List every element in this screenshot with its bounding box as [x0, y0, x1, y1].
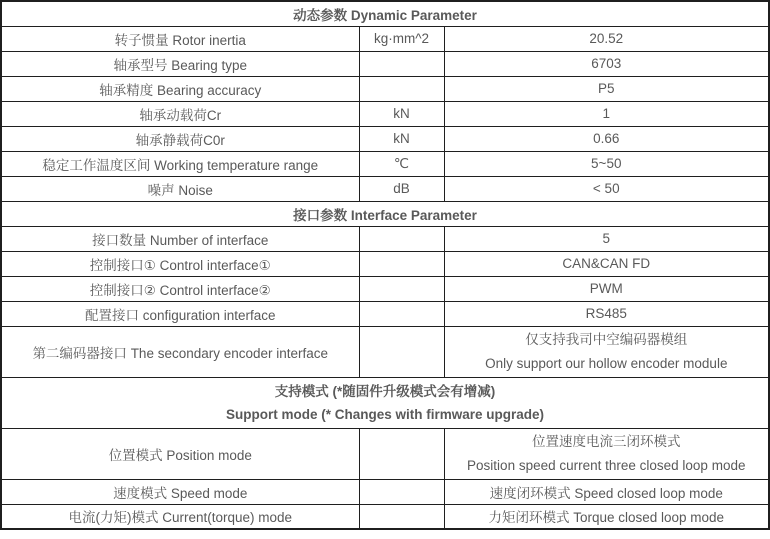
- param-value: CAN&CAN FD: [444, 251, 769, 276]
- section-header-row: [1, 1, 769, 26]
- section-header-row: [1, 201, 769, 226]
- param-label: 轴承动载荷Cr: [1, 101, 359, 126]
- param-value: 0.66: [444, 126, 769, 151]
- param-label: 位置模式 Position mode: [1, 428, 359, 479]
- param-label: 稳定工作温度区间 Working temperature range: [1, 151, 359, 176]
- param-value: [444, 326, 769, 377]
- param-value: 速度闭环模式 Speed closed loop mode: [444, 479, 769, 504]
- param-value: P5: [444, 76, 769, 101]
- param-unit: kN: [359, 101, 444, 126]
- param-label: 速度模式 Speed mode: [1, 479, 359, 504]
- param-label: 配置接口 configuration interface: [1, 301, 359, 326]
- param-value: 1: [444, 101, 769, 126]
- table-row: [1, 51, 769, 76]
- value-line-cn: 仅支持我司中空编码器模组: [525, 331, 688, 347]
- table-row: [1, 276, 769, 301]
- table-row: [1, 479, 769, 504]
- section-header-row: [1, 377, 769, 428]
- param-value: RS485: [444, 301, 769, 326]
- param-label: 电流(力矩)模式 Current(torque) mode: [1, 504, 359, 529]
- param-unit: dB: [359, 176, 444, 201]
- section-title: [1, 377, 769, 428]
- table-row: [1, 251, 769, 276]
- param-unit: [359, 251, 444, 276]
- section-title: 动态参数 Dynamic Parameter: [1, 1, 769, 26]
- param-value: 5: [444, 226, 769, 251]
- table-row: [1, 76, 769, 101]
- table-row: [1, 151, 769, 176]
- table-row: [1, 101, 769, 126]
- section-title-line-cn: 支持模式 (*随固件升级模式会有增减): [274, 383, 496, 399]
- table-row: [1, 326, 769, 377]
- param-unit: ℃: [359, 151, 444, 176]
- param-label: 轴承型号 Bearing type: [1, 51, 359, 76]
- param-unit: [359, 326, 444, 377]
- param-label: 轴承精度 Bearing accuracy: [1, 76, 359, 101]
- table-row: [1, 226, 769, 251]
- param-unit: [359, 504, 444, 529]
- table-row: [1, 301, 769, 326]
- section-title-line-en: Support mode (* Changes with firmware upgrade): [225, 406, 545, 422]
- param-unit: kg·mm^2: [359, 26, 444, 51]
- param-unit: [359, 76, 444, 101]
- param-unit: [359, 51, 444, 76]
- param-label: 噪声 Noise: [1, 176, 359, 201]
- param-label: 轴承静载荷C0r: [1, 126, 359, 151]
- value-line-cn: 位置速度电流三闭环模式: [532, 433, 681, 449]
- param-unit: [359, 276, 444, 301]
- param-value: PWM: [444, 276, 769, 301]
- section-title: 接口参数 Interface Parameter: [1, 201, 769, 226]
- table-row: [1, 126, 769, 151]
- param-value: 力矩闭环模式 Torque closed loop mode: [444, 504, 769, 529]
- param-unit: kN: [359, 126, 444, 151]
- param-label: 转子惯量 Rotor inertia: [1, 26, 359, 51]
- param-unit: [359, 428, 444, 479]
- table-row: [1, 428, 769, 479]
- param-value: 20.52: [444, 26, 769, 51]
- value-line-en: Position speed current three closed loop mode: [467, 457, 746, 473]
- param-value: 6703: [444, 51, 769, 76]
- param-value: 5~50: [444, 151, 769, 176]
- param-label: 第二编码器接口 The secondary encoder interface: [1, 326, 359, 377]
- value-line-en: Only support our hollow encoder module: [485, 355, 728, 371]
- param-unit: [359, 479, 444, 504]
- param-unit: [359, 226, 444, 251]
- table-row: [1, 176, 769, 201]
- param-label: 控制接口② Control interface②: [1, 276, 359, 301]
- param-value: [444, 428, 769, 479]
- param-value: < 50: [444, 176, 769, 201]
- table-row: [1, 504, 769, 529]
- param-label: 控制接口① Control interface①: [1, 251, 359, 276]
- param-unit: [359, 301, 444, 326]
- param-label: 接口数量 Number of interface: [1, 226, 359, 251]
- table-row: [1, 26, 769, 51]
